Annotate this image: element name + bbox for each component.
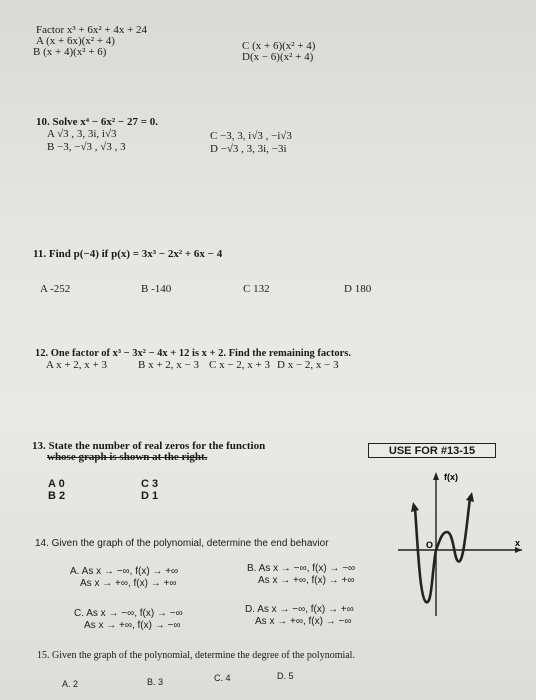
q9-choice-a[interactable]: A (x + 6x)(x² + 4) — [36, 35, 115, 47]
polynomial-graph — [398, 470, 526, 618]
q14-choice-c-line1[interactable]: C. As x → −∞, f(x) → −∞ — [74, 608, 183, 619]
q13-choice-d[interactable]: D 1 — [141, 490, 159, 502]
q9-choice-d[interactable]: D(x − 6)(x² + 4) — [242, 51, 314, 63]
q12-choice-a[interactable]: A x + 2, x + 3 — [46, 359, 107, 371]
q11-stem: 11. Find p(−4) if p(x) = 3x³ − 2x² + 6x − 4 — [33, 248, 223, 260]
q14-choice-d-line2[interactable]: As x → +∞, f(x) → −∞ — [255, 616, 352, 627]
right-arrow-icon — [466, 492, 474, 502]
q10-stem: 10. Solve x⁴ − 6x² − 27 = 0. — [36, 116, 158, 128]
q13-choice-c[interactable]: C 3 — [141, 478, 159, 490]
q11-choice-a[interactable]: A -252 — [40, 283, 71, 295]
q15-choice-c[interactable]: C. 4 — [214, 673, 231, 683]
use-for-box: USE FOR #13-15 — [368, 443, 496, 458]
q14-choice-b-line2[interactable]: As x → +∞, f(x) → +∞ — [258, 575, 355, 586]
q10-choice-b[interactable]: B −3, −√3 , √3 , 3 — [47, 141, 126, 153]
q9-stem: Factor x³ + 6x² + 4x + 24 — [36, 24, 148, 36]
q10-choice-d[interactable]: D −√3 , 3, 3i, −3i — [210, 143, 287, 155]
q14-choice-d-line1[interactable]: D. As x → −∞, f(x) → +∞ — [245, 604, 354, 615]
q12-choice-b[interactable]: B x + 2, x − 3 — [138, 359, 199, 371]
q13-choice-a[interactable]: A 0 — [48, 478, 65, 490]
q15-choice-a[interactable]: A. 2 — [62, 679, 79, 689]
q12-choice-c[interactable]: C x − 2, x + 3 — [209, 359, 270, 371]
q12-choice-d[interactable]: D x − 2, x − 3 — [277, 359, 339, 371]
q14-choice-b-line1[interactable]: B. As x → −∞, f(x) → −∞ — [247, 563, 356, 574]
q11-choice-b[interactable]: B -140 — [141, 283, 172, 295]
q9-choice-b[interactable]: B (x + 4)(x² + 6) — [33, 46, 107, 58]
q12-stem: 12. One factor of x³ − 3x² − 4x + 12 is x + 2. Find the remaining factors. — [35, 348, 351, 359]
y-axis-arrow-icon — [433, 472, 439, 480]
q13-stem-line1: 13. State the number of real zeros for the function — [32, 440, 266, 452]
q11-choice-c[interactable]: C 132 — [243, 283, 270, 295]
x-axis-label: x — [515, 538, 521, 548]
q15-choice-b[interactable]: B. 3 — [147, 677, 164, 687]
q13-choice-b[interactable]: B 2 — [48, 490, 66, 502]
y-axis-label: f(x) — [444, 472, 458, 482]
q14-choice-a-line1[interactable]: A. As x → −∞, f(x) → +∞ — [70, 566, 179, 577]
q13-stem-line2: whose graph is shown at the right. — [47, 451, 208, 463]
q9-choice-c[interactable]: C (x + 6)(x² + 4) — [242, 40, 316, 52]
left-arrow-icon — [411, 502, 419, 512]
q11-choice-d[interactable]: D 180 — [344, 283, 372, 295]
q14-choice-c-line2[interactable]: As x → +∞, f(x) → −∞ — [84, 620, 181, 631]
q14-stem: 14. Given the graph of the polynomial, determine the end behavior — [35, 538, 329, 549]
origin-label: O — [426, 540, 434, 550]
q14-choice-a-line2[interactable]: As x → +∞, f(x) → +∞ — [80, 578, 177, 589]
q10-choice-a[interactable]: A √3 , 3, 3i, i√3 — [47, 128, 117, 140]
q15-choice-d[interactable]: D. 5 — [277, 671, 294, 681]
q10-choice-c[interactable]: C −3, 3, i√3 , −i√3 — [210, 130, 292, 142]
q15-stem: 15. Given the graph of the polynomial, determine the degree of the polynomial. — [37, 650, 355, 661]
